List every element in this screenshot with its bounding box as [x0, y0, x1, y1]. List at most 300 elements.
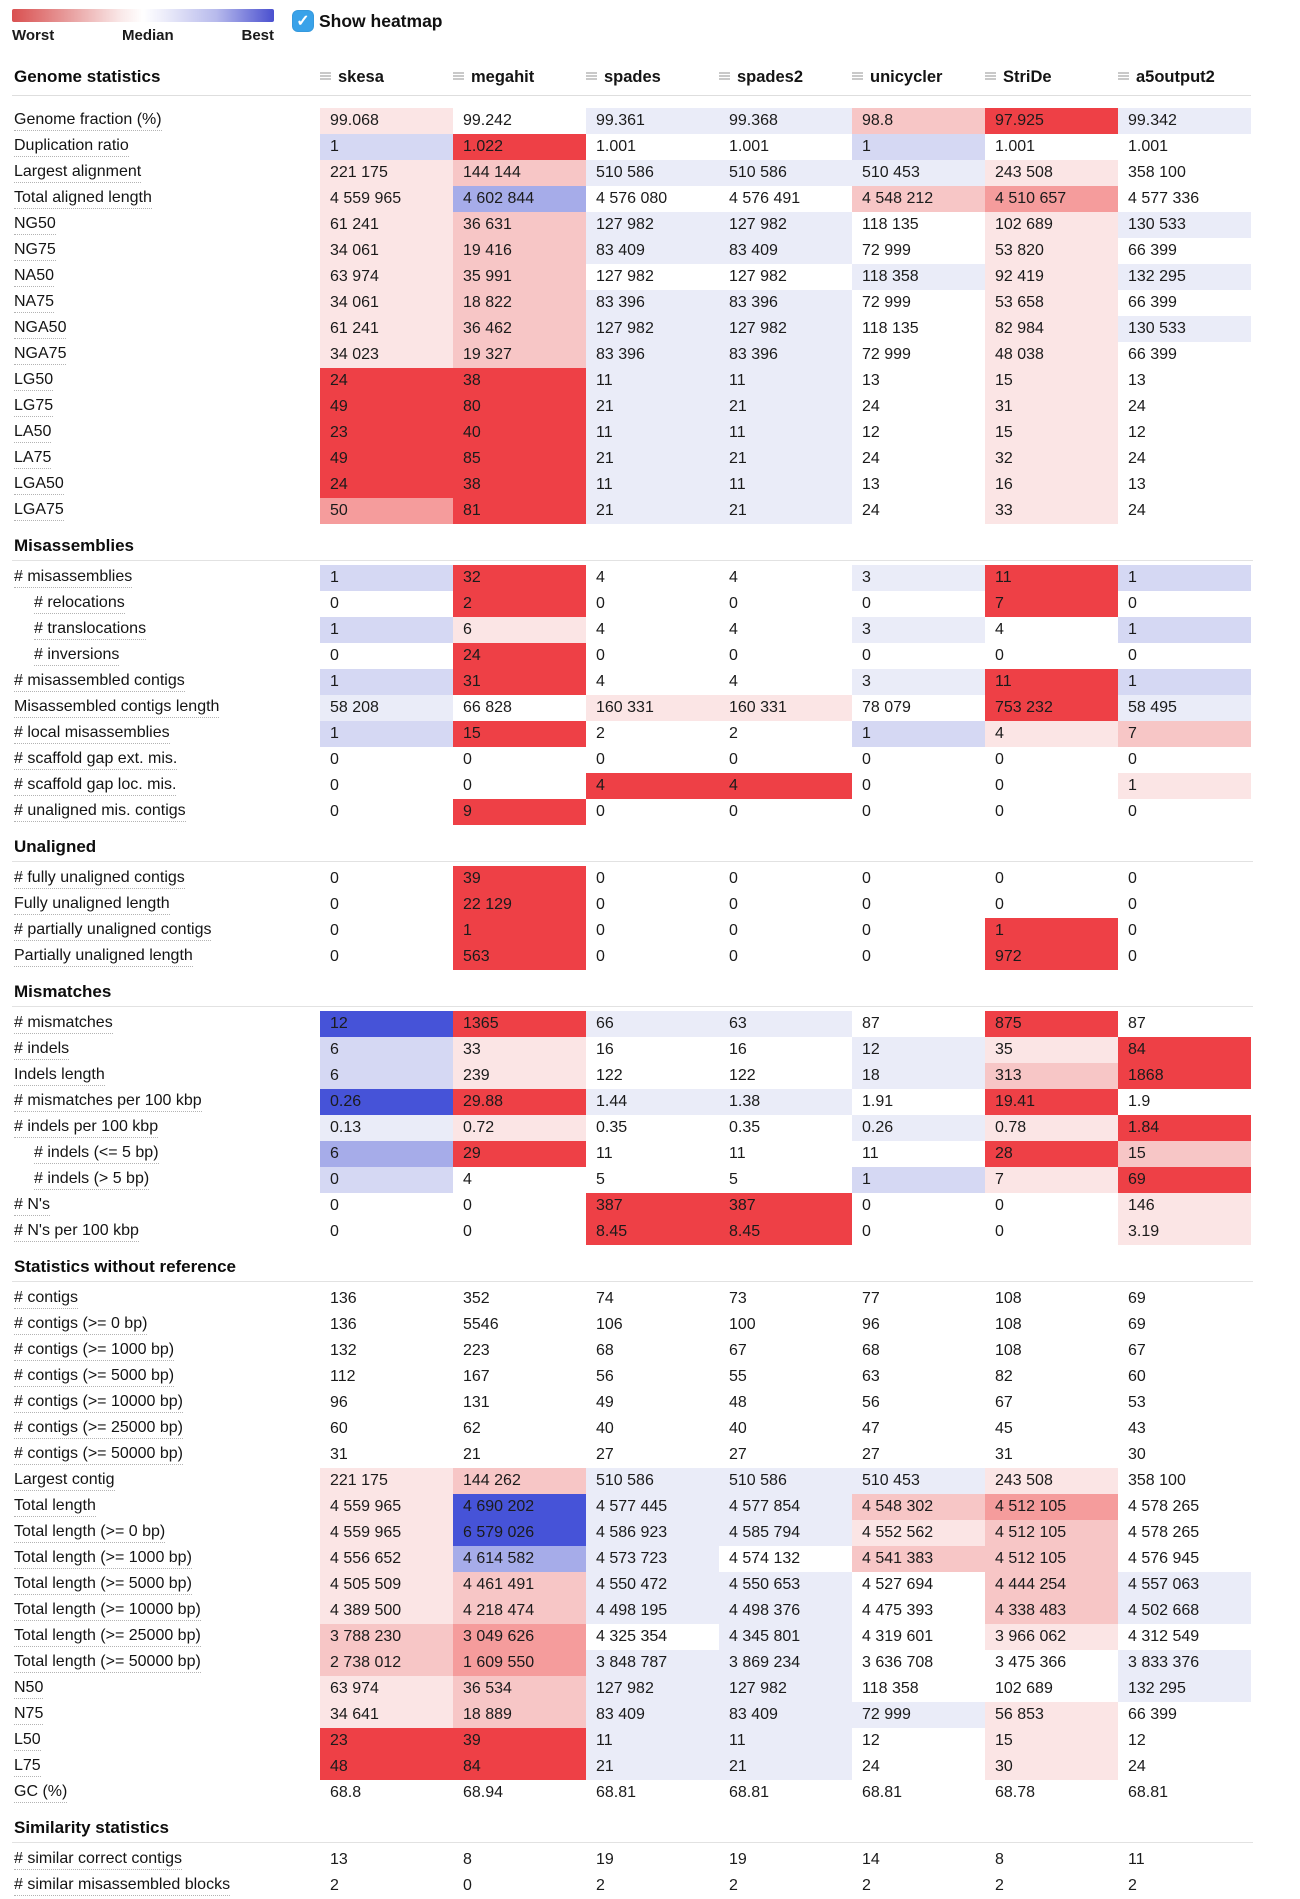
value-cell: 4 498 195	[586, 1598, 719, 1624]
value-cell: 510 453	[852, 160, 985, 186]
value-cell: 3 848 787	[586, 1650, 719, 1676]
value-cell: 1.001	[596, 138, 637, 155]
value-cell: 8.45	[719, 1219, 852, 1245]
value-cell: 66 399	[1128, 1706, 1177, 1723]
value-cell: 4 586 923	[586, 1520, 719, 1546]
value-cell: 0	[862, 777, 871, 794]
metric-label[interactable]: Total length (>= 10000 bp)	[14, 1601, 201, 1621]
value-cell: 1.001	[729, 138, 770, 155]
value-cell: 358 100	[1128, 164, 1186, 181]
value-cell: 387	[719, 1193, 852, 1219]
metric-label[interactable]: # indels	[14, 1040, 69, 1060]
table-row	[12, 1754, 1300, 1780]
value-cell: 1 609 550	[453, 1650, 586, 1676]
value-cell: 0.13	[320, 1115, 453, 1141]
value-cell: 1.001	[1128, 138, 1169, 155]
value-cell: 30	[985, 1754, 1118, 1780]
value-cell: 1365	[453, 1011, 586, 1037]
value-cell: 4	[586, 773, 719, 799]
value-cell: 4 345 801	[719, 1624, 852, 1650]
table-row	[12, 1572, 1300, 1598]
value-cell: 31	[995, 1446, 1013, 1463]
value-cell: 1868	[1118, 1063, 1251, 1089]
value-cell: 4 548 302	[852, 1494, 985, 1520]
value-cell: 24	[320, 472, 453, 498]
metric-label[interactable]: # contigs (>= 25000 bp)	[14, 1419, 183, 1439]
value-cell: 11	[596, 1145, 613, 1162]
value-cell: 34 641	[320, 1702, 453, 1728]
metric-label[interactable]: # contigs (>= 50000 bp)	[14, 1445, 183, 1465]
column-header-label: StriDe	[1003, 67, 1052, 86]
value-cell: 2	[1128, 1877, 1137, 1894]
value-cell: 0	[1128, 948, 1137, 965]
column-drag-icon[interactable]	[719, 72, 730, 74]
value-cell: 0	[862, 948, 871, 965]
metric-label[interactable]: NGA75	[14, 345, 66, 365]
value-cell: 49	[596, 1394, 614, 1411]
metric-label[interactable]: Largest contig	[14, 1471, 115, 1491]
metric-label[interactable]: # scaffold gap ext. mis.	[14, 750, 177, 770]
value-cell: 99.242	[463, 112, 512, 129]
value-cell: 40	[453, 420, 586, 446]
metric-label[interactable]: NG50	[14, 215, 56, 235]
legend-median-label: Median	[122, 27, 174, 44]
value-cell: 4 512 105	[985, 1520, 1118, 1546]
metric-label[interactable]: Total aligned length	[14, 189, 152, 209]
value-cell: 1	[320, 617, 453, 643]
row-label-cell	[12, 721, 320, 747]
value-cell: 4	[729, 569, 738, 586]
value-cell: 4 512 105	[985, 1546, 1118, 1572]
value-cell: 18 889	[453, 1702, 586, 1728]
value-cell: 0	[1128, 803, 1137, 820]
value-cell: 4 218 474	[453, 1598, 586, 1624]
value-cell: 0	[320, 1167, 453, 1193]
value-cell: 96	[330, 1394, 348, 1411]
value-cell: 7	[985, 1167, 1118, 1193]
metric-label[interactable]: # contigs (>= 0 bp)	[14, 1315, 147, 1335]
value-cell: 12	[320, 1011, 453, 1037]
metric-label[interactable]: # contigs (>= 5000 bp)	[14, 1367, 174, 1387]
table-row	[12, 1219, 1300, 1245]
value-cell: 4	[596, 569, 605, 586]
value-cell: 4	[985, 721, 1118, 747]
metric-label[interactable]: # contigs (>= 1000 bp)	[14, 1341, 174, 1361]
value-cell: 4 576 491	[729, 190, 801, 207]
value-cell: 1	[1118, 669, 1251, 695]
metric-label[interactable]: # N's	[14, 1196, 50, 1216]
metric-label[interactable]: N50	[14, 1679, 43, 1699]
checkbox-checked-icon[interactable]: ✓	[292, 10, 314, 32]
value-cell: 1.9	[1128, 1093, 1151, 1110]
metric-label[interactable]: # partially unaligned contigs	[14, 921, 211, 941]
column-drag-icon[interactable]	[586, 72, 597, 74]
metric-label[interactable]: N75	[14, 1705, 43, 1725]
value-cell: 0	[330, 948, 339, 965]
value-cell: 0	[330, 1197, 339, 1214]
value-cell: 0	[862, 1223, 871, 1240]
metric-label[interactable]: # relocations	[34, 594, 125, 614]
value-cell: 352	[463, 1290, 490, 1307]
value-cell: 0.78	[985, 1115, 1118, 1141]
value-cell: 510 586	[586, 1468, 719, 1494]
value-cell: 83 409	[586, 238, 719, 264]
value-cell: 81	[453, 498, 586, 524]
value-cell: 34 023	[320, 342, 453, 368]
value-cell: 34 061	[320, 238, 453, 264]
value-cell: 1.91	[862, 1093, 894, 1110]
value-cell: 66 399	[1128, 294, 1177, 311]
value-cell: 146	[1118, 1193, 1251, 1219]
table-row	[12, 591, 1300, 617]
column-header-spades2[interactable]	[719, 59, 852, 95]
value-cell: 4 319 601	[862, 1628, 934, 1645]
column-drag-icon[interactable]	[852, 72, 863, 74]
value-cell: 31	[453, 669, 586, 695]
table-row	[12, 918, 1300, 944]
metric-label[interactable]: LA75	[14, 449, 51, 469]
value-cell: 23	[320, 1728, 453, 1754]
metric-label[interactable]: Partially unaligned length	[14, 947, 193, 967]
value-cell: 0	[330, 1223, 339, 1240]
row-label-cell	[12, 1338, 320, 1364]
table-row	[12, 1115, 1300, 1141]
value-cell: 4 461 491	[453, 1572, 586, 1598]
value-cell: 24	[1128, 1758, 1146, 1775]
column-drag-icon[interactable]	[320, 72, 331, 74]
value-cell: 8	[995, 1851, 1004, 1868]
metric-label[interactable]: # mismatches	[14, 1014, 113, 1034]
section-title-2: Unaligned	[14, 837, 97, 856]
value-cell: 39	[453, 1728, 586, 1754]
value-cell: 2	[995, 1877, 1004, 1894]
table-header-row	[12, 59, 1251, 96]
column-header-label: a5output2	[1136, 67, 1215, 86]
metric-label[interactable]: # misassemblies	[14, 568, 132, 588]
value-cell: 6	[320, 1037, 453, 1063]
value-cell: 108	[995, 1316, 1022, 1333]
value-cell: 66 399	[1128, 242, 1177, 259]
value-cell: 1	[320, 565, 453, 591]
value-cell: 0	[995, 777, 1004, 794]
value-cell: 83 396	[719, 342, 852, 368]
column-drag-icon[interactable]	[1118, 72, 1129, 74]
value-cell: 11	[586, 472, 719, 498]
row-label-cell	[12, 1702, 320, 1728]
value-cell: 0	[729, 751, 738, 768]
value-cell: 1	[1118, 773, 1251, 799]
value-cell: 0	[862, 922, 871, 939]
value-cell: 38	[453, 472, 586, 498]
value-cell: 56	[862, 1394, 880, 1411]
value-cell: 24	[862, 398, 880, 415]
metric-label[interactable]: Largest alignment	[14, 163, 141, 183]
value-cell: 4 505 509	[320, 1572, 453, 1598]
top-bar	[0, 0, 1300, 53]
value-cell: 1	[852, 721, 985, 747]
metric-label[interactable]: # similar misassembled blocks	[14, 1876, 230, 1896]
row-label-cell	[12, 342, 320, 368]
value-cell: 24	[320, 368, 453, 394]
column-header-spades[interactable]	[586, 59, 719, 95]
row-label-cell	[12, 1089, 320, 1115]
metric-label[interactable]: Fully unaligned length	[14, 895, 170, 915]
value-cell: 132 295	[1118, 264, 1251, 290]
value-cell: 29	[453, 1141, 586, 1167]
value-cell: 7	[985, 591, 1118, 617]
value-cell: 24	[862, 450, 880, 467]
value-cell: 0.35	[596, 1119, 628, 1136]
value-cell: 11	[719, 1728, 852, 1754]
section-title-5: Similarity statistics	[14, 1818, 169, 1837]
value-cell: 53 658	[985, 290, 1118, 316]
metric-label[interactable]: Indels length	[14, 1066, 105, 1086]
column-header-megahit[interactable]	[453, 59, 586, 95]
value-cell: 13	[862, 476, 880, 493]
metric-label[interactable]: # indels (<= 5 bp)	[34, 1144, 159, 1164]
metric-label[interactable]: LG50	[14, 371, 53, 391]
value-cell: 3.19	[1118, 1219, 1251, 1245]
value-cell: 45	[995, 1420, 1013, 1437]
value-cell: 16	[729, 1041, 747, 1058]
value-cell: 0	[995, 647, 1004, 664]
row-label-cell	[12, 1115, 320, 1141]
value-cell: 4 578 265	[1128, 1498, 1200, 1515]
metric-label[interactable]: Misassembled contigs length	[14, 698, 219, 718]
table-row	[12, 420, 1300, 446]
metric-label[interactable]: # contigs (>= 10000 bp)	[14, 1393, 183, 1413]
value-cell: 16	[985, 472, 1118, 498]
value-cell: 11	[862, 1145, 879, 1162]
section-title-3: Mismatches	[14, 982, 112, 1001]
metric-label[interactable]: L75	[14, 1757, 41, 1777]
row-label-cell	[12, 108, 320, 134]
value-cell: 21	[719, 394, 852, 420]
value-cell: 30	[1128, 1446, 1146, 1463]
value-cell: 56 853	[985, 1702, 1118, 1728]
value-cell: 66	[586, 1011, 719, 1037]
column-header-stride[interactable]	[985, 59, 1118, 95]
value-cell: 753 232	[985, 695, 1118, 721]
table-row	[12, 892, 1300, 918]
column-header-skesa[interactable]	[320, 59, 453, 95]
value-cell: 85	[453, 446, 586, 472]
row-label-cell	[12, 1141, 320, 1167]
metric-label[interactable]: # indels per 100 kbp	[14, 1118, 158, 1138]
value-cell: 4 312 549	[1128, 1628, 1200, 1645]
value-cell: 66 828	[463, 699, 512, 716]
value-cell: 4 559 965	[320, 1494, 453, 1520]
value-cell: 27	[862, 1446, 880, 1463]
value-cell: 13	[862, 372, 880, 389]
value-cell: 2	[596, 725, 605, 742]
value-cell: 43	[1128, 1420, 1146, 1437]
value-cell: 83 409	[719, 238, 852, 264]
metric-label[interactable]: NA50	[14, 267, 54, 287]
value-cell: 1	[320, 134, 453, 160]
value-cell: 68.78	[995, 1784, 1036, 1801]
table-row	[12, 1676, 1300, 1702]
row-label-cell	[12, 1011, 320, 1037]
column-drag-icon[interactable]	[985, 72, 996, 74]
metric-label[interactable]: Total length	[14, 1497, 96, 1517]
table-row	[12, 1520, 1300, 1546]
metric-label[interactable]: LGA75	[14, 501, 64, 521]
column-header-unicycler[interactable]	[852, 59, 985, 95]
value-cell: 4 576 945	[1128, 1550, 1200, 1567]
value-cell: 0	[729, 595, 738, 612]
value-cell: 118 135	[862, 216, 919, 233]
metric-label[interactable]: L50	[14, 1731, 41, 1751]
metric-label[interactable]: # fully unaligned contigs	[14, 869, 185, 889]
value-cell: 3	[852, 669, 985, 695]
value-cell: 83 396	[719, 290, 852, 316]
metric-label[interactable]: # local misassemblies	[14, 724, 170, 744]
metric-label[interactable]: # mismatches per 100 kbp	[14, 1092, 202, 1112]
value-cell: 4 325 354	[596, 1628, 668, 1645]
metric-label[interactable]: Total length (>= 0 bp)	[14, 1523, 165, 1543]
value-cell: 62	[463, 1420, 481, 1437]
table-row	[12, 316, 1300, 342]
column-header-label: skesa	[338, 67, 384, 86]
value-cell: 4 550 472	[586, 1572, 719, 1598]
value-cell: 4	[729, 621, 738, 638]
table-row	[12, 446, 1300, 472]
value-cell: 11	[1128, 1851, 1145, 1868]
value-cell: 4 475 393	[862, 1602, 934, 1619]
row-label-cell	[12, 591, 320, 617]
value-cell: 1.84	[1118, 1115, 1251, 1141]
value-cell: 122	[729, 1067, 756, 1084]
value-cell: 0	[596, 595, 605, 612]
metric-label[interactable]: Total length (>= 5000 bp)	[14, 1575, 192, 1595]
value-cell: 18 822	[453, 290, 586, 316]
value-cell: 0	[596, 922, 605, 939]
value-cell: 48 038	[985, 342, 1118, 368]
metric-label[interactable]: Duplication ratio	[14, 137, 129, 157]
metric-label[interactable]: # contigs	[14, 1289, 78, 1309]
row-label-cell	[12, 944, 320, 970]
value-cell: 13	[330, 1851, 348, 1868]
value-cell: 0	[995, 870, 1004, 887]
value-cell: 1	[852, 1167, 985, 1193]
value-cell: 36 631	[453, 212, 586, 238]
value-cell: 15	[985, 1728, 1118, 1754]
metric-label[interactable]: GC (%)	[14, 1783, 67, 1803]
value-cell: 4 548 212	[852, 186, 985, 212]
value-cell: 3 833 376	[1118, 1650, 1251, 1676]
heatmap-legend	[12, 9, 274, 44]
section-title-1: Misassemblies	[14, 536, 135, 555]
value-cell: 4 552 562	[852, 1520, 985, 1546]
metric-label[interactable]: NG75	[14, 241, 56, 261]
value-cell: 3	[852, 617, 985, 643]
value-cell: 11	[985, 669, 1118, 695]
value-cell: 67	[729, 1342, 747, 1359]
value-cell: 84	[1118, 1037, 1251, 1063]
metric-label[interactable]: # inversions	[34, 646, 119, 666]
show-heatmap-toggle[interactable]	[292, 10, 443, 32]
value-cell: 4 557 063	[1118, 1572, 1251, 1598]
table-row	[12, 1390, 1300, 1416]
row-label-cell	[12, 394, 320, 420]
value-cell: 4 577 445	[586, 1494, 719, 1520]
metric-label[interactable]: # similar correct contigs	[14, 1850, 182, 1870]
value-cell: 33	[453, 1037, 586, 1063]
metric-label[interactable]: # N's per 100 kbp	[14, 1222, 139, 1242]
metric-label[interactable]: NA75	[14, 293, 54, 313]
value-cell: 0	[995, 1197, 1004, 1214]
row-label-cell	[12, 1494, 320, 1520]
value-cell: 510 453	[852, 1468, 985, 1494]
value-cell: 19 416	[453, 238, 586, 264]
metric-label[interactable]: Total length (>= 50000 bp)	[14, 1653, 201, 1673]
metric-label[interactable]: # misassembled contigs	[14, 672, 185, 692]
metric-label[interactable]: # scaffold gap loc. mis.	[14, 776, 176, 796]
value-cell: 39	[453, 866, 586, 892]
value-cell: 6	[320, 1141, 453, 1167]
column-header-label: spades2	[737, 67, 804, 86]
column-header-a5output2[interactable]	[1118, 59, 1251, 95]
table-row	[12, 617, 1300, 643]
value-cell: 0.35	[729, 1119, 761, 1136]
value-cell: 48	[729, 1394, 747, 1411]
value-cell: 22 129	[453, 892, 586, 918]
metric-label[interactable]: Genome fraction (%)	[14, 111, 162, 131]
row-label-cell	[12, 238, 320, 264]
row-label-cell	[12, 186, 320, 212]
metric-label[interactable]: LGA50	[14, 475, 64, 495]
value-cell: 243 508	[985, 1468, 1118, 1494]
value-cell: 4 556 652	[320, 1546, 453, 1572]
value-cell: 99.068	[320, 108, 453, 134]
column-drag-icon[interactable]	[453, 72, 464, 74]
value-cell: 11	[719, 420, 852, 446]
metric-label[interactable]: Total length (>= 25000 bp)	[14, 1627, 201, 1647]
value-cell: 68	[596, 1342, 614, 1359]
metric-label[interactable]: LG75	[14, 397, 53, 417]
value-cell: 68.81	[1128, 1784, 1169, 1801]
value-cell: 0	[1128, 922, 1137, 939]
metric-label[interactable]: NGA50	[14, 319, 66, 339]
value-cell: 21	[719, 498, 852, 524]
row-label-cell	[12, 1676, 320, 1702]
value-cell: 0	[330, 595, 339, 612]
metric-label[interactable]: LA50	[14, 423, 51, 443]
value-cell: 6	[453, 617, 586, 643]
value-cell: 112	[330, 1368, 356, 1385]
value-cell: 61 241	[320, 316, 453, 342]
row-label-cell	[12, 1572, 320, 1598]
heatmap-gradient-bar	[12, 9, 274, 22]
table-row	[12, 1364, 1300, 1390]
value-cell: 74	[596, 1290, 614, 1307]
table-row	[12, 799, 1300, 825]
table-row	[12, 1416, 1300, 1442]
value-cell: 4 550 653	[719, 1572, 852, 1598]
metric-label[interactable]: Total length (>= 1000 bp)	[14, 1549, 192, 1569]
value-cell: 4 614 582	[453, 1546, 586, 1572]
value-cell: 16	[596, 1041, 614, 1058]
section-title-row	[12, 532, 1253, 561]
table-row	[12, 134, 1300, 160]
value-cell: 6	[320, 1063, 453, 1089]
metric-label[interactable]: # indels (> 5 bp)	[34, 1170, 149, 1190]
metric-label[interactable]: # unaligned mis. contigs	[14, 802, 186, 822]
value-cell: 63	[719, 1011, 852, 1037]
metric-label[interactable]: # translocations	[34, 620, 146, 640]
value-cell: 127 982	[586, 1676, 719, 1702]
